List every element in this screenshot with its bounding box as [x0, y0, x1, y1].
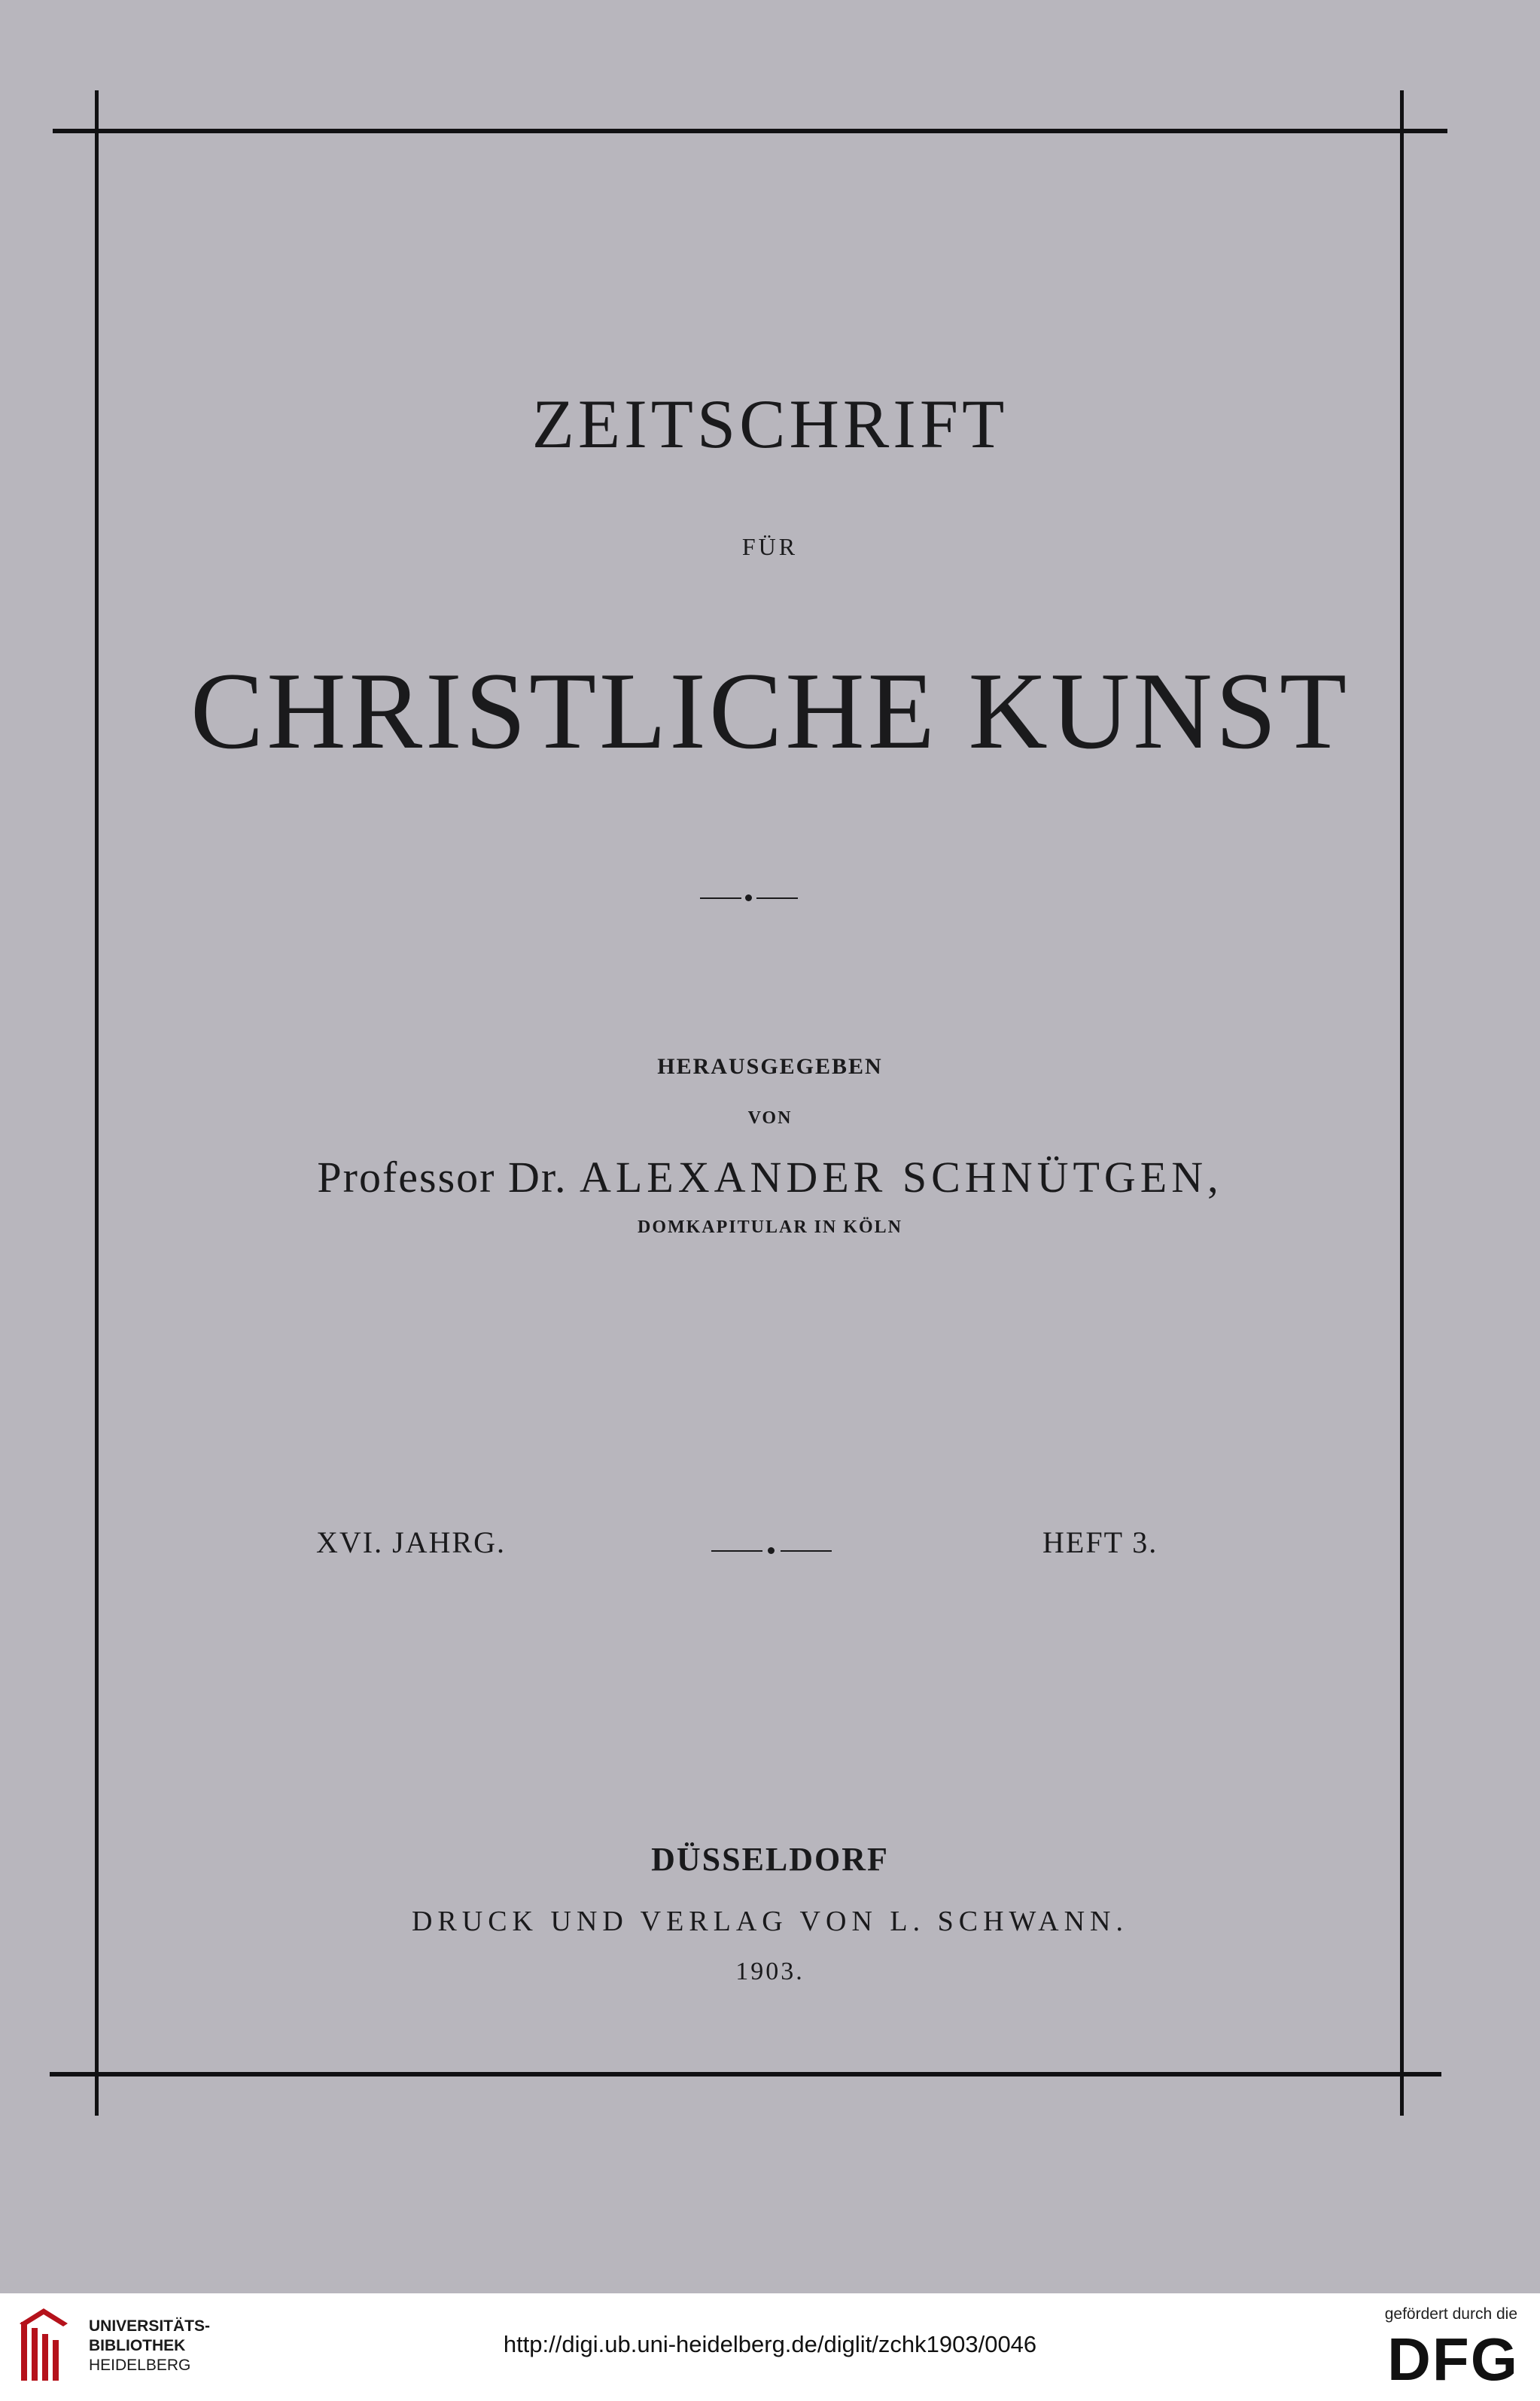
edited-label: HERAUSGEGEBEN	[657, 1054, 883, 1079]
sponsor-label: gefördert durch die	[1384, 2305, 1517, 2323]
library-name-line2: BIBLIOTHEK	[89, 2337, 186, 2354]
frame-top-rule	[53, 129, 1447, 133]
by-label: VON	[747, 1108, 793, 1128]
ornament-divider	[700, 887, 798, 910]
journal-title-line1: ZEITSCHRIFT	[531, 385, 1009, 462]
editor-name: ALEXANDER SCHNÜTGEN,	[579, 1153, 1223, 1202]
library-name-line3: HEIDELBERG	[89, 2357, 191, 2374]
publisher-line: DRUCK UND VERLAG VON L. SCHWANN.	[411, 1906, 1128, 1937]
volume-label: XVI. JAHRG.	[316, 1525, 506, 1559]
library-name-line1: UNIVERSITÄTS-	[89, 2317, 211, 2335]
dfg-logo[interactable]: DFG	[1387, 2326, 1519, 2393]
place-of-publication: DÜSSELDORF	[651, 1841, 889, 1878]
editor-line	[0, 1152, 1540, 1202]
permalink-url[interactable]: http://digi.ub.uni-heidelberg.de/diglit/zchk1903/0046	[503, 2331, 1037, 2357]
editor-position: DOMKAPITULAR IN KÖLN	[637, 1217, 902, 1237]
ornament-divider-issue	[711, 1540, 832, 1562]
frame-bottom-rule	[50, 2072, 1441, 2076]
journal-title-line3: CHRISTLICHE KUNST	[190, 650, 1350, 772]
viewer-footer	[0, 2293, 1540, 2401]
editor-title: Professor Dr.	[317, 1153, 568, 1202]
publication-year: 1903.	[735, 1958, 805, 1985]
journal-title-line2: FÜR	[741, 533, 799, 560]
issue-label: HEFT 3.	[1042, 1525, 1158, 1559]
